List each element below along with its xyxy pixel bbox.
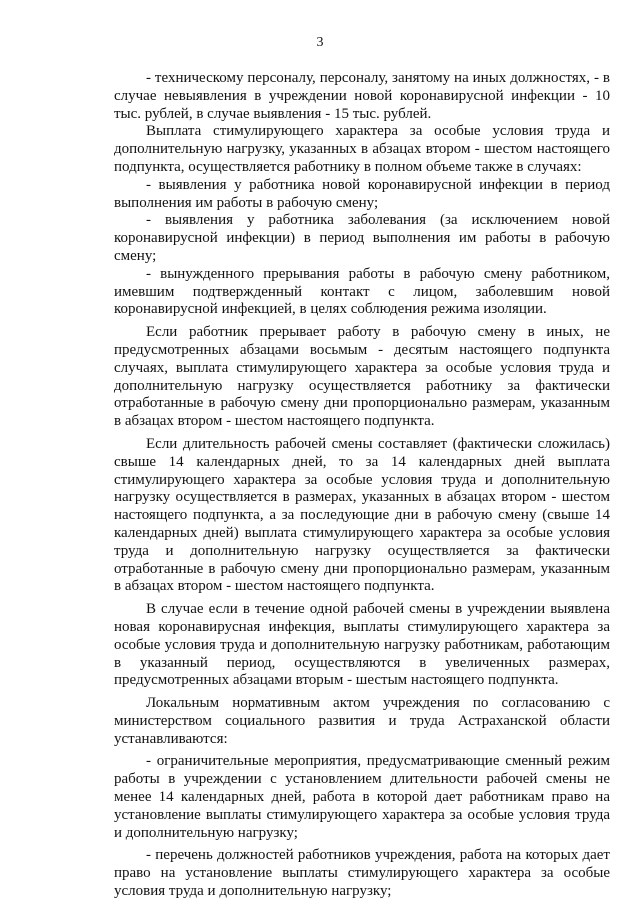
document-body bbox=[114, 70, 610, 901]
paragraph-case-other-illness: - выявления у работника заболевания (за исключением новой коронавирусной инфекции) в период выполнения им работы в рабочую смену; bbox=[114, 212, 610, 264]
paragraph-case-covid-detected: - выявления у работника новой коронавирусной инфекции в период выполнения им работы в рабочую смену; bbox=[114, 176, 610, 211]
paragraph-other-interruption: Если работник прерывает работу в рабочую смену в иных, не предусмотренных абзацами восьмым - десятым настоящего подпункта случаях, выплата стимулирующего характера за особые условия труда и дополнительную нагрузку осуществляется работнику за фактически отработанные в рабочую смену дни пропорционально размерам, указанным в абзацах втором - шестом настоящего подпункта. bbox=[114, 324, 610, 430]
paragraph-full-payment-cases: Выплата стимулирующего характера за особые условия труда и дополнительную нагрузку, указанных в абзацах втором - шестом настоящего подпункта, осуществляется работнику в полном объеме также в случаях: bbox=[114, 123, 610, 175]
paragraph-infection-detected-during-shift: В случае если в течение одной рабочей смены в учреждении выявлена новая коронавирусная инфекция, выплаты стимулирующего характера за особые условия труда и дополнительную нагрузку работникам, работающим в указанный период, осуществляются в увеличенных размерах, предусмотренных абзацами вторым - шестым настоящего подпункта. bbox=[114, 601, 610, 689]
paragraph-restrictive-measures: - ограничительные мероприятия, предусматривающие сменный режим работы в учреждении с установлением длительности рабочей смены не менее 14 календарных дней, работа в которой дает работникам право на установление выплаты стимулирующего характера за особые условия труда и дополнительную нагрузку; bbox=[114, 753, 610, 841]
page-number: 3 bbox=[316, 35, 324, 50]
paragraph-shift-over-14-days: Если длительность рабочей смены составляет (фактически сложилась) свыше 14 календарных дней, то за 14 календарных дней выплата стимулирующего характера за особые условия труда и дополнительную нагрузку осуществляется в размерах, указанных в абзацах втором - шестом настоящего подпункта, а за последующие дни в рабочую смену (свыше 14 календарных дней) выплата стимулирующего характера за особые условия труда и дополнительную нагрузку осуществляется за фактически отработанные в рабочую смену дни пропорционально размерам, указанным в абзацах втором - шестом настоящего подпункта. bbox=[114, 435, 610, 595]
paragraph-local-act: Локальным нормативным актом учреждения по согласованию с министерством социального развития и труда Астраханской области устанавливаются: bbox=[114, 695, 610, 747]
paragraph-case-forced-interruption: - вынужденного прерывания работы в рабочую смену работником, имевшим подтвержденный контакт с лицом, заболевшим новой коронавирусной инфекцией, в целях соблюдения режима изоляции. bbox=[114, 265, 610, 318]
paragraph-technical-staff: - техническому персоналу, персоналу, занятому на иных должностях, - в случае невыявления в учреждении новой коронавирусной инфекции - 10 тыс. рублей, в случае выявления - 15 тыс. рублей. bbox=[114, 70, 610, 122]
paragraph-positions-list: - перечень должностей работников учреждения, работа на которых дает право на установление выплаты стимулирующего характера за особые условия труда и дополнительную нагрузку; bbox=[114, 847, 610, 900]
